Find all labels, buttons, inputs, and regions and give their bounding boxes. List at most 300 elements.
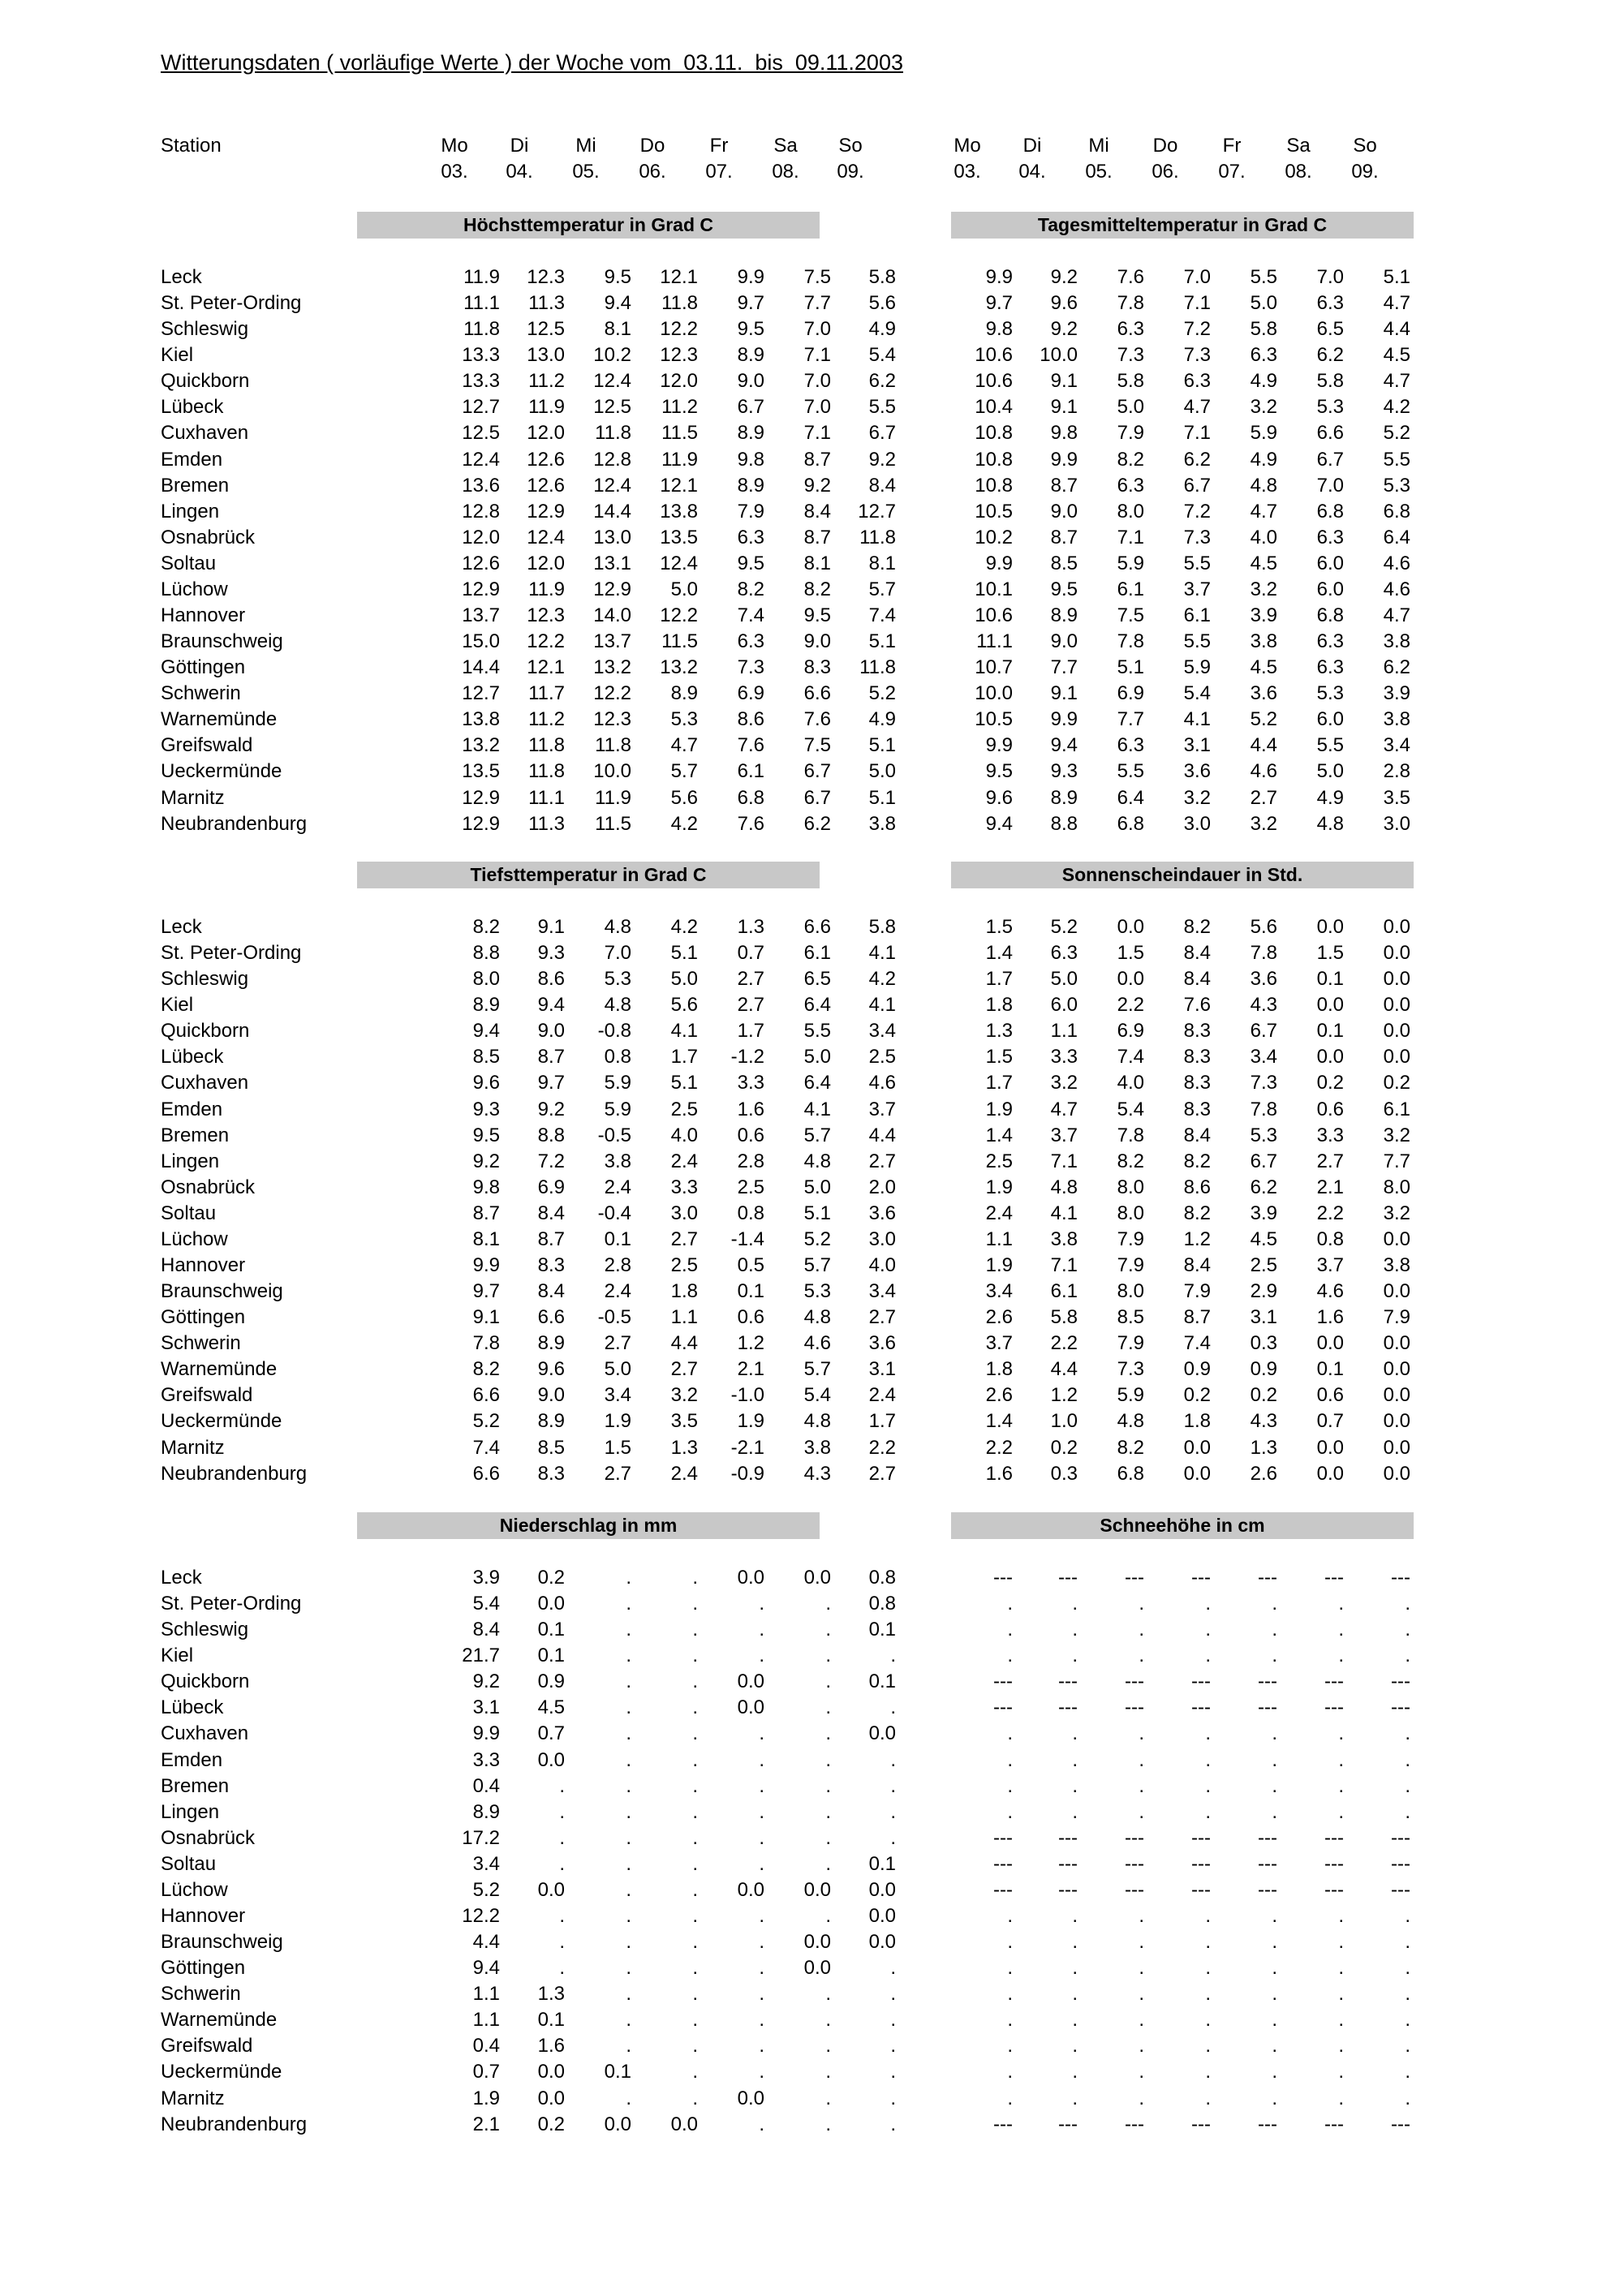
precip-cell: . [890, 2061, 896, 2083]
min-temp-cell: 8.7 [537, 1046, 565, 1068]
max-temp-cell: 12.1 [660, 266, 698, 288]
snow-cell: . [1072, 2087, 1078, 2109]
table-row [161, 1018, 1427, 1044]
snow-cell: --- [1058, 2113, 1078, 2135]
sunshine-cell: 1.6 [1316, 1306, 1344, 1329]
day-label: Sa [773, 135, 798, 157]
table-row [161, 499, 1427, 525]
mean-temp-cell: 3.2 [1250, 812, 1277, 835]
min-temp-cell: 7.4 [472, 1436, 500, 1459]
station-name: Warnemünde [161, 1358, 278, 1381]
precip-cell: . [825, 1826, 831, 1849]
mean-temp-cell: 6.0 [1316, 708, 1344, 731]
mean-temp-cell: 5.1 [1383, 266, 1410, 288]
mean-temp-cell: 6.2 [1183, 448, 1211, 471]
min-temp-cell: 3.0 [868, 1228, 896, 1250]
max-temp-cell: 13.5 [660, 526, 698, 548]
snow-cell: --- [1391, 1852, 1410, 1875]
max-temp-cell: 8.4 [868, 474, 896, 497]
precip-cell: . [825, 2035, 831, 2057]
max-temp-cell: 12.3 [660, 344, 698, 367]
sunshine-cell: 8.0 [1117, 1280, 1144, 1303]
max-temp-cell: 7.9 [737, 500, 764, 522]
precip-cell: 9.2 [472, 1670, 500, 1693]
station-name: Neubrandenburg [161, 2113, 308, 2135]
precip-cell: . [692, 2061, 698, 2083]
mean-temp-cell: 8.8 [1050, 812, 1078, 835]
mean-temp-cell: 6.8 [1316, 500, 1344, 522]
precip-cell: 1.3 [537, 1983, 565, 2006]
min-temp-cell: -1.4 [730, 1228, 764, 1250]
snow-cell: . [1007, 1774, 1013, 1797]
station-name: Lübeck [161, 396, 224, 419]
max-temp-cell: 5.1 [868, 786, 896, 809]
table-row [161, 1591, 1427, 1617]
mean-temp-cell: 9.9 [985, 552, 1013, 574]
day-label: Fr [709, 135, 729, 157]
day-label: Di [510, 135, 529, 157]
min-temp-cell: -0.8 [597, 1020, 631, 1043]
min-temp-cell: 9.3 [537, 942, 565, 965]
snow-cell: . [1338, 1593, 1344, 1615]
snow-cell: --- [993, 1878, 1013, 1901]
table-row [161, 368, 1427, 394]
day-label: Fr [1222, 135, 1242, 157]
sunshine-cell: 4.0 [1117, 1072, 1144, 1094]
max-temp-cell: 13.8 [462, 708, 500, 731]
sunshine-cell: 0.0 [1383, 1358, 1410, 1381]
precip-cell: . [890, 2035, 896, 2057]
sunshine-cell: 8.0 [1383, 1176, 1410, 1198]
snow-cell: . [1139, 1983, 1144, 2006]
snow-cell: . [1405, 1905, 1410, 1928]
sunshine-cell: 0.0 [1383, 942, 1410, 965]
sunshine-cell: 2.1 [1316, 1176, 1344, 1198]
min-temp-cell: 5.1 [670, 942, 698, 965]
max-temp-cell: 5.2 [868, 682, 896, 705]
sunshine-cell: 2.9 [1250, 1280, 1277, 1303]
sunshine-cell: 0.9 [1183, 1358, 1211, 1381]
snow-cell: . [1405, 1619, 1410, 1641]
snow-cell: --- [993, 1852, 1013, 1875]
max-temp-cell: 6.2 [868, 370, 896, 393]
day-label: So [838, 135, 863, 157]
precip-cell: . [759, 2035, 764, 2057]
mean-temp-cell: 4.6 [1250, 760, 1277, 783]
max-temp-cell: 7.0 [803, 318, 831, 341]
precip-cell: . [692, 1774, 698, 1797]
snow-cell: --- [1125, 1567, 1144, 1589]
min-temp-cell: 8.3 [537, 1462, 565, 1485]
snow-cell: . [1272, 1645, 1277, 1667]
precip-cell: . [825, 1852, 831, 1875]
sunshine-cell: 5.4 [1117, 1098, 1144, 1120]
precip-cell: . [759, 1983, 764, 2006]
snow-cell: --- [1058, 1852, 1078, 1875]
sunshine-cell: 3.2 [1383, 1124, 1410, 1146]
station-name: St. Peter-Ording [161, 1593, 302, 1615]
snow-cell: . [1272, 1800, 1277, 1823]
snow-cell: . [1139, 1931, 1144, 1954]
table-row [161, 577, 1427, 603]
max-temp-cell: 12.5 [462, 422, 500, 445]
max-temp-cell: 12.4 [527, 526, 565, 548]
station-name: Braunschweig [161, 1931, 283, 1954]
min-temp-cell: 9.3 [472, 1098, 500, 1120]
precip-cell: 17.2 [462, 1826, 500, 1849]
mean-temp-cell: 3.0 [1383, 812, 1410, 835]
min-temp-cell: 5.1 [803, 1202, 831, 1224]
precip-cell: 0.1 [537, 2009, 565, 2032]
min-temp-cell: -2.1 [730, 1436, 764, 1459]
max-temp-cell: 7.3 [737, 656, 764, 679]
snow-cell: . [1139, 1957, 1144, 1980]
table-row [161, 940, 1427, 966]
mean-temp-cell: 9.4 [985, 812, 1013, 835]
max-temp-cell: 12.3 [593, 708, 631, 731]
min-temp-cell: 4.8 [604, 916, 631, 938]
sunshine-cell: 0.3 [1050, 1462, 1078, 1485]
precip-cell: . [626, 1696, 631, 1719]
precip-cell: 0.0 [537, 2061, 565, 2083]
mean-temp-cell: 10.4 [975, 396, 1013, 419]
mean-temp-cell: 3.2 [1250, 578, 1277, 600]
max-temp-cell: 13.7 [593, 630, 631, 653]
sunshine-cell: 0.1 [1316, 1020, 1344, 1043]
min-temp-cell: 0.5 [737, 1254, 764, 1277]
station-name: Lingen [161, 1800, 220, 1823]
table-row [161, 1748, 1427, 1774]
snow-cell: . [1338, 1722, 1344, 1745]
sunshine-cell: 8.3 [1183, 1098, 1211, 1120]
precip-cell: 0.0 [868, 1878, 896, 1901]
snow-cell: . [1139, 1619, 1144, 1641]
min-temp-cell: 8.4 [537, 1202, 565, 1224]
max-temp-cell: 5.4 [868, 344, 896, 367]
sunshine-cell: 6.8 [1117, 1462, 1144, 1485]
sunshine-cell: 0.2 [1383, 1072, 1410, 1094]
max-temp-cell: 10.0 [593, 760, 631, 783]
min-temp-cell: 9.2 [472, 1150, 500, 1172]
snow-cell: . [1405, 1774, 1410, 1797]
sunshine-cell: 7.1 [1050, 1150, 1078, 1172]
station-name: Soltau [161, 552, 217, 574]
min-temp-cell: 6.5 [803, 968, 831, 991]
snow-heading: Schneehöhe in cm [951, 1512, 1414, 1539]
precip-cell: 0.0 [737, 2087, 764, 2109]
precip-cell: 4.5 [537, 1696, 565, 1719]
max-temp-cell: 6.3 [737, 526, 764, 548]
mean-temp-cell: 6.2 [1316, 344, 1344, 367]
precip-cell: 8.9 [472, 1800, 500, 1823]
max-temp-cell: 12.9 [462, 812, 500, 835]
precip-cell: . [626, 2087, 631, 2109]
mean-temp-cell: 7.1 [1183, 292, 1211, 315]
mean-temp-cell: 8.7 [1050, 474, 1078, 497]
min-temp-cell: 1.9 [604, 1410, 631, 1433]
snow-cell: . [1338, 1619, 1344, 1641]
snow-cell: . [1007, 1593, 1013, 1615]
station-name: Bremen [161, 1124, 230, 1146]
sunshine-cell: 1.4 [985, 942, 1013, 965]
precip-cell: 4.4 [472, 1931, 500, 1954]
mean-temp-cell: 9.5 [1050, 578, 1078, 600]
max-temp-cell: 11.2 [661, 396, 698, 419]
precip-cell: . [825, 1593, 831, 1615]
table-row [161, 1408, 1427, 1434]
sunshine-cell: 8.7 [1183, 1306, 1211, 1329]
mean-temp-cell: 3.8 [1383, 630, 1410, 653]
max-temp-cell: 8.7 [803, 526, 831, 548]
min-temp-cell: 2.8 [737, 1150, 764, 1172]
precip-cell: 9.4 [472, 1957, 500, 1980]
sunshine-cell: 0.0 [1383, 1410, 1410, 1433]
snow-cell: . [1139, 1800, 1144, 1823]
max-temp-cell: 11.9 [661, 448, 698, 471]
mean-temp-cell: 10.1 [975, 578, 1013, 600]
max-temp-cell: 12.5 [593, 396, 631, 419]
sunshine-cell: 0.2 [1250, 1384, 1277, 1407]
page-title: Witterungsdaten ( vorläufige Werte ) der Woche vom 03.11. bis 09.11.2003 [161, 50, 903, 75]
precip-cell: . [692, 1670, 698, 1693]
min-temp-cell: 4.8 [803, 1410, 831, 1433]
precip-cell: . [825, 2113, 831, 2135]
min-temp-cell: 5.3 [604, 968, 631, 991]
mean-temp-cell: 4.2 [1383, 396, 1410, 419]
max-temp-cell: 5.0 [868, 760, 896, 783]
snow-cell: . [1272, 2087, 1277, 2109]
mean-temp-cell: 8.9 [1050, 786, 1078, 809]
min-temp-cell: 2.7 [868, 1306, 896, 1329]
station-name: Warnemünde [161, 708, 278, 731]
precip-cell: 5.2 [472, 1878, 500, 1901]
precip-cell: 0.0 [803, 1567, 831, 1589]
snow-cell: . [1205, 2035, 1211, 2057]
min-temp-cell: 8.5 [537, 1436, 565, 1459]
precip-cell: . [759, 1722, 764, 1745]
sunshine-cell: 0.0 [1383, 1280, 1410, 1303]
snow-cell: --- [993, 1696, 1013, 1719]
mean-temp-cell: 8.0 [1117, 500, 1144, 522]
max-temp-cell: 7.1 [803, 344, 831, 367]
station-name: Osnabrück [161, 526, 256, 548]
mean-temp-cell: 4.6 [1383, 552, 1410, 574]
snow-cell: . [1007, 1957, 1013, 1980]
min-temp-cell: 3.2 [670, 1384, 698, 1407]
min-temp-cell: 9.4 [537, 994, 565, 1017]
min-temp-cell: 3.5 [670, 1410, 698, 1433]
sunshine-cell: 3.6 [1250, 968, 1277, 991]
block-precip-snow [161, 1565, 1427, 2138]
table-row [161, 1851, 1427, 1877]
snow-cell: . [1338, 2087, 1344, 2109]
mean-temp-cell: 5.4 [1183, 682, 1211, 705]
snow-cell: . [1405, 1957, 1410, 1980]
min-temp-cell: 2.4 [604, 1176, 631, 1198]
precip-cell: . [559, 1800, 565, 1823]
max-temp-cell: 7.1 [803, 422, 831, 445]
snow-cell: . [1205, 2061, 1211, 2083]
max-temp-cell: 13.2 [660, 656, 698, 679]
snow-cell: --- [1058, 1878, 1078, 1901]
mean-temp-cell: 5.5 [1183, 630, 1211, 653]
snow-cell: --- [1391, 2113, 1410, 2135]
max-temp-cell: 4.9 [868, 318, 896, 341]
station-name: Leck [161, 1567, 202, 1589]
day-label: Sa [1286, 135, 1311, 157]
snow-cell: . [1139, 2061, 1144, 2083]
mean-temp-cell: 7.7 [1050, 656, 1078, 679]
min-temp-cell: 4.1 [868, 942, 896, 965]
precip-cell: . [692, 1748, 698, 1771]
sunshine-cell: 7.9 [1117, 1228, 1144, 1250]
snow-cell: . [1405, 1593, 1410, 1615]
snow-cell: --- [1324, 1696, 1344, 1719]
precip-cell: . [692, 1878, 698, 1901]
sunshine-cell: 6.7 [1250, 1150, 1277, 1172]
max-temp-cell: 4.7 [670, 734, 698, 757]
snow-cell: . [1338, 1983, 1344, 2006]
mean-temp-cell: 8.7 [1050, 526, 1078, 548]
min-temp-cell: 8.1 [472, 1228, 500, 1250]
day-label: Di [1022, 135, 1042, 157]
min-temp-cell: 0.8 [737, 1202, 764, 1224]
min-temp-cell: 4.6 [868, 1072, 896, 1094]
station-name: Osnabrück [161, 1826, 256, 1849]
table-row [161, 603, 1427, 629]
max-temp-cell: 5.1 [868, 734, 896, 757]
snow-cell: --- [1324, 1852, 1344, 1875]
sunshine-cell: 7.3 [1250, 1072, 1277, 1094]
mean-temp-cell: 7.8 [1117, 292, 1144, 315]
sunshine-cell: 6.7 [1250, 1020, 1277, 1043]
min-temp-cell: 1.8 [670, 1280, 698, 1303]
precip-cell: 3.3 [472, 1748, 500, 1771]
sunshine-cell: 4.6 [1316, 1280, 1344, 1303]
precip-cell: 0.0 [868, 1722, 896, 1745]
max-temp-cell: 15.0 [462, 630, 500, 653]
max-temp-cell: 12.6 [462, 552, 500, 574]
sunshine-cell: 0.0 [1383, 1228, 1410, 1250]
sunshine-cell: 0.0 [1383, 1332, 1410, 1355]
sunshine-cell: 1.1 [985, 1228, 1013, 1250]
min-temp-cell: 5.0 [604, 1358, 631, 1381]
min-temp-cell: 6.6 [472, 1462, 500, 1485]
sunshine-cell: 1.5 [985, 916, 1013, 938]
sunshine-cell: 1.5 [1117, 942, 1144, 965]
max-temp-cell: 11.9 [528, 578, 565, 600]
snow-cell: --- [1391, 1567, 1410, 1589]
min-temp-cell: 1.5 [604, 1436, 631, 1459]
max-temp-cell: 14.4 [462, 656, 500, 679]
table-row [161, 394, 1427, 420]
sunshine-cell: 1.9 [985, 1098, 1013, 1120]
min-temp-cell: 6.1 [803, 942, 831, 965]
snow-cell: . [1205, 1983, 1211, 2006]
mean-temp-cell: 6.3 [1117, 474, 1144, 497]
precip-cell: . [626, 1957, 631, 1980]
mean-temp-cell: 4.1 [1183, 708, 1211, 731]
precip-cell: 0.0 [537, 2087, 565, 2109]
sunshine-cell: 7.4 [1183, 1332, 1211, 1355]
sunshine-cell: 6.1 [1050, 1280, 1078, 1303]
min-temp-cell: 5.8 [868, 916, 896, 938]
mean-temp-cell: 7.3 [1183, 344, 1211, 367]
mean-temp-cell: 10.8 [975, 474, 1013, 497]
min-temp-cell: 1.9 [737, 1410, 764, 1433]
table-row [161, 1981, 1427, 2007]
min-temp-cell: 2.0 [868, 1176, 896, 1198]
snow-cell: . [1139, 2087, 1144, 2109]
table-row [161, 914, 1427, 940]
mean-temp-cell: 5.0 [1316, 760, 1344, 783]
sunshine-cell: 1.2 [1050, 1384, 1078, 1407]
mean-temp-cell: 10.8 [975, 448, 1013, 471]
max-temp-cell: 13.0 [527, 344, 565, 367]
max-temp-cell: 7.6 [737, 734, 764, 757]
mean-temp-cell: 4.5 [1250, 656, 1277, 679]
max-temp-cell: 6.8 [737, 786, 764, 809]
date-label: 09. [837, 161, 864, 183]
table-row [161, 290, 1427, 316]
max-temp-cell: 5.6 [670, 786, 698, 809]
max-temp-cell: 11.8 [859, 656, 896, 679]
date-label: 06. [639, 161, 666, 183]
mean-temp-cell: 7.0 [1316, 474, 1344, 497]
mean-temp-cell: 3.9 [1250, 604, 1277, 627]
min-temp-cell: 8.9 [537, 1410, 565, 1433]
precip-cell: . [759, 1957, 764, 1980]
min-temp-cell: 0.8 [604, 1046, 631, 1068]
snow-cell: --- [993, 1567, 1013, 1589]
mean-temp-cell: 2.8 [1383, 760, 1410, 783]
min-temp-cell: 6.4 [803, 1072, 831, 1094]
precip-cell: 0.1 [868, 1619, 896, 1641]
precip-cell: 2.1 [472, 2113, 500, 2135]
min-temp-cell: 7.2 [537, 1150, 565, 1172]
max-temp-cell: 12.4 [593, 474, 631, 497]
min-temp-cell: 8.3 [537, 1254, 565, 1277]
precip-cell: 3.4 [472, 1852, 500, 1875]
max-temp-heading: Höchsttemperatur in Grad C [357, 212, 820, 239]
snow-cell: . [1205, 1957, 1211, 1980]
precip-cell: . [692, 2009, 698, 2032]
sunshine-cell: 0.0 [1316, 1436, 1344, 1459]
snow-cell: . [1405, 1748, 1410, 1771]
sunshine-cell: 5.0 [1050, 968, 1078, 991]
mean-temp-cell: 6.3 [1117, 318, 1144, 341]
snow-cell: . [1338, 1645, 1344, 1667]
precip-cell: . [825, 1774, 831, 1797]
station-name: Hannover [161, 1905, 246, 1928]
min-temp-cell: 2.7 [670, 1358, 698, 1381]
max-temp-cell: 8.1 [868, 552, 896, 574]
sunshine-cell: 0.0 [1316, 1046, 1344, 1068]
min-temp-cell: 2.7 [868, 1462, 896, 1485]
precip-cell: 0.1 [868, 1852, 896, 1875]
mean-temp-cell: 4.7 [1383, 604, 1410, 627]
sunshine-cell: 2.6 [1250, 1462, 1277, 1485]
snow-cell: . [1338, 1905, 1344, 1928]
table-row [161, 1227, 1427, 1253]
mean-temp-cell: 4.4 [1383, 318, 1410, 341]
sunshine-cell: 8.4 [1183, 1254, 1211, 1277]
min-temp-cell: 4.1 [670, 1020, 698, 1043]
mean-temp-cell: 5.3 [1316, 396, 1344, 419]
sunshine-cell: 2.2 [1050, 1332, 1078, 1355]
snow-cell: . [1072, 1593, 1078, 1615]
snow-cell: --- [1324, 2113, 1344, 2135]
